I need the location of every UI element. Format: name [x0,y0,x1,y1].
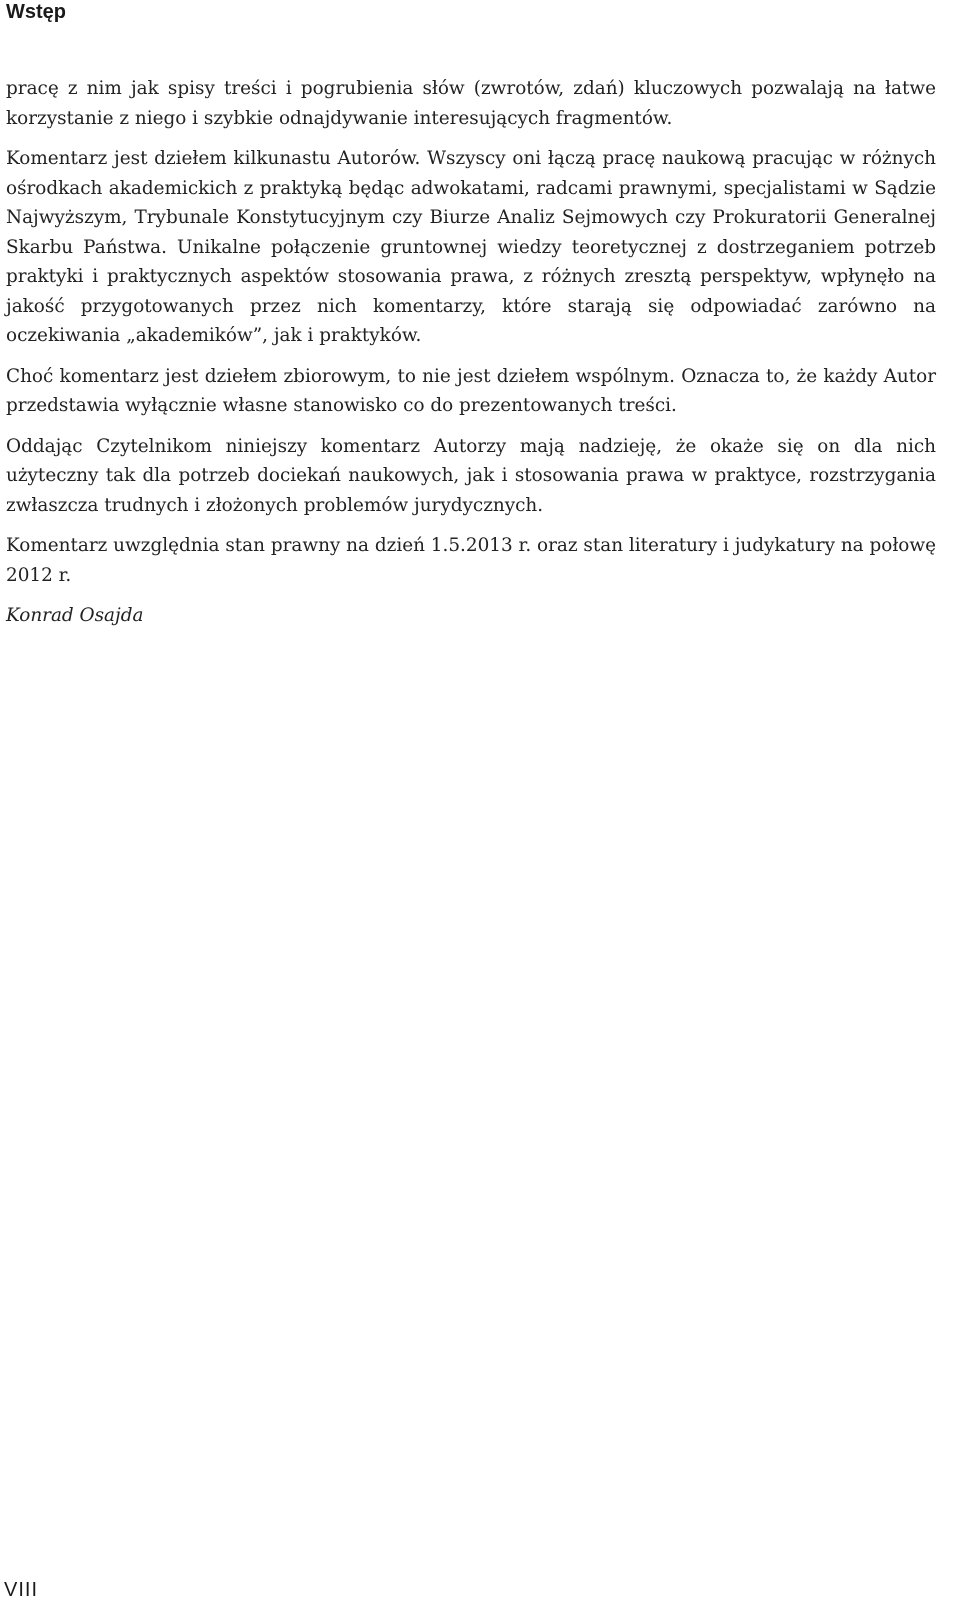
page-number: VIII [4,1579,39,1601]
running-head-title: Wstęp [6,1,66,23]
author-signature: Konrad Osajda [6,605,144,626]
paragraph: Komentarz uwzględnia stan prawny na dzień 1.5.2013 r. oraz stan literatury i judykatury na połowę 2012 r. [6,535,936,586]
paragraph: Oddając Czytelnikom niniejszy komentarz Autorzy mają nadzieję, że okaże się on dla nich użyteczny tak dla potrzeb dociekań naukowych, jak i stosowania prawa w praktyce, rozstrzygania zwłaszcza trudnych i złożonych problemów jurydycznych. [6,435,936,516]
page-body [6,74,936,642]
paragraph: Komentarz jest dziełem kilkunastu Autorów. Wszyscy oni łączą pracę naukową pracując w różnych ośrodkach akademickich z praktyką będąc adwokatami, radcami prawnymi, specjalistami w Sądzie Najwyższym, Trybunale Konstytucyjnym czy Biurze Analiz Sejmowych czy Prokuratorii Generalnej Skarbu Państwa. Unikalne połączenie gruntownej wiedzy teoretycznej z dostrzeganiem potrzeb praktyki i praktycznych aspektów stosowania prawa, z różnych zresztą perspektyw, wpłynęło na jakość przygotowanych przez nich komentarzy, które starają się odpowiadać zarówno na oczekiwania „akademików”, jak i praktyków. [6,148,936,346]
paragraph: Choć komentarz jest dziełem zbiorowym, to nie jest dziełem wspólnym. Oznacza to, że każdy Autor przedstawia wyłącznie własne stanowisko co do prezentowanych treści. [6,365,936,416]
paragraph: pracę z nim jak spisy treści i pogrubienia słów (zwrotów, zdań) kluczowych pozwalają na łatwe korzystanie z niego i szybkie odnajdywanie interesujących fragmentów. [6,78,936,129]
